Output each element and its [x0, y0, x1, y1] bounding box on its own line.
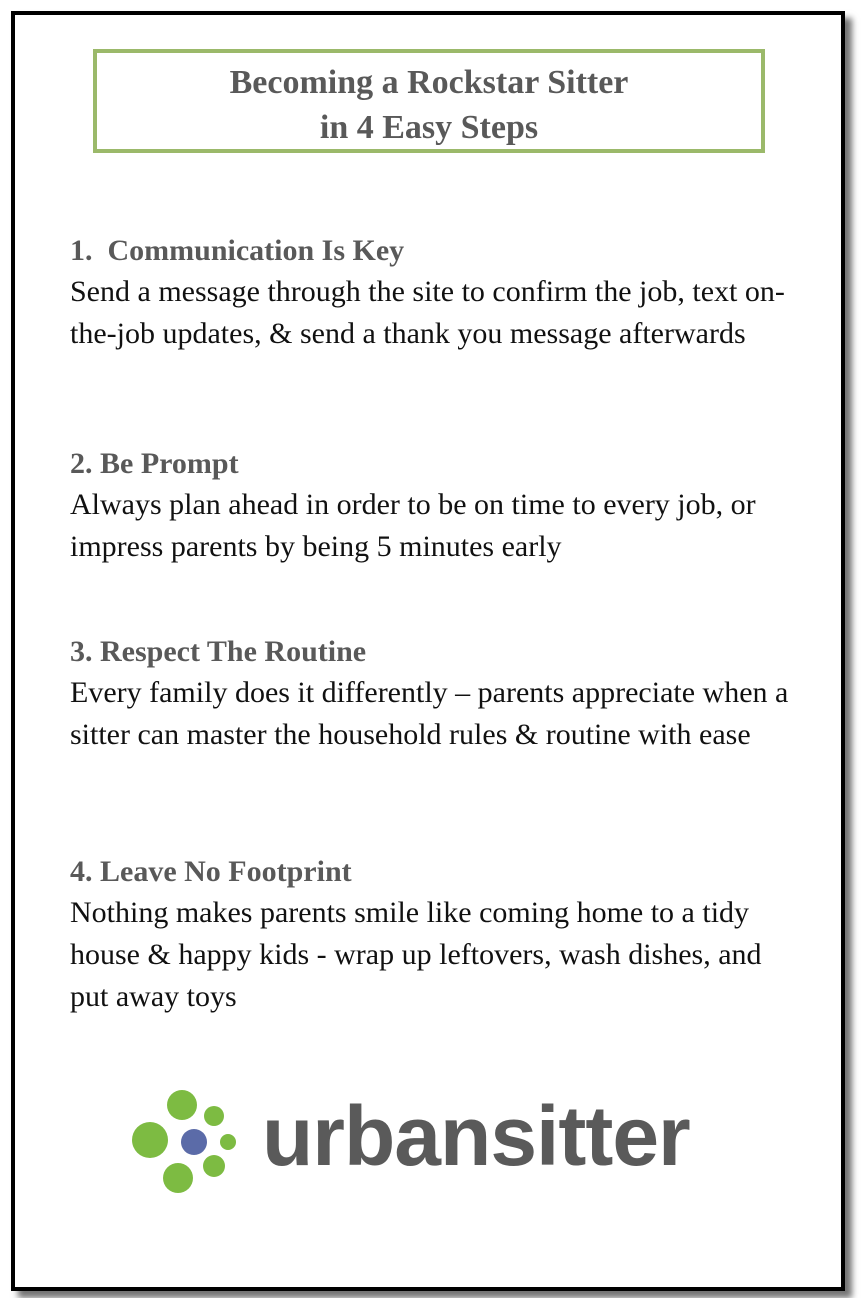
step-body: Always plan ahead in order to be on time to every job, or impress parents by being 5 minutes early: [70, 488, 756, 563]
step-heading: 2. Be Prompt: [70, 447, 239, 480]
step-body: Nothing makes parents smile like coming home to a tidy house & happy kids - wrap up leftovers, wash dishes, and put away toys: [70, 896, 762, 1013]
urbansitter-dots-logo-icon: [130, 1086, 242, 1198]
step-heading: 3. Respect The Routine: [70, 635, 367, 668]
step-heading: 4. Leave No Footprint: [70, 855, 352, 888]
step-body: Every family does it differently – parents appreciate when a sitter can master the household rules & routine with ease: [70, 676, 789, 751]
title-line-2: in 4 Easy Steps: [319, 109, 539, 146]
step-heading: 1. Communication Is Key: [70, 234, 405, 267]
urbansitter-logo: [130, 1086, 730, 1198]
step-leave-no-footprint: [70, 852, 790, 1018]
urbansitter-wordmark: urbansitter: [262, 1089, 690, 1183]
step-respect-routine: [70, 632, 790, 756]
step-body: Send a message through the site to confirm the job, text on-the-job updates, & send a thank you message afterwards: [70, 275, 785, 350]
step-be-prompt: [70, 444, 790, 568]
title-line-1: Becoming a Rockstar Sitter: [229, 64, 629, 101]
title-box: [93, 49, 765, 153]
step-communication: [70, 231, 790, 355]
